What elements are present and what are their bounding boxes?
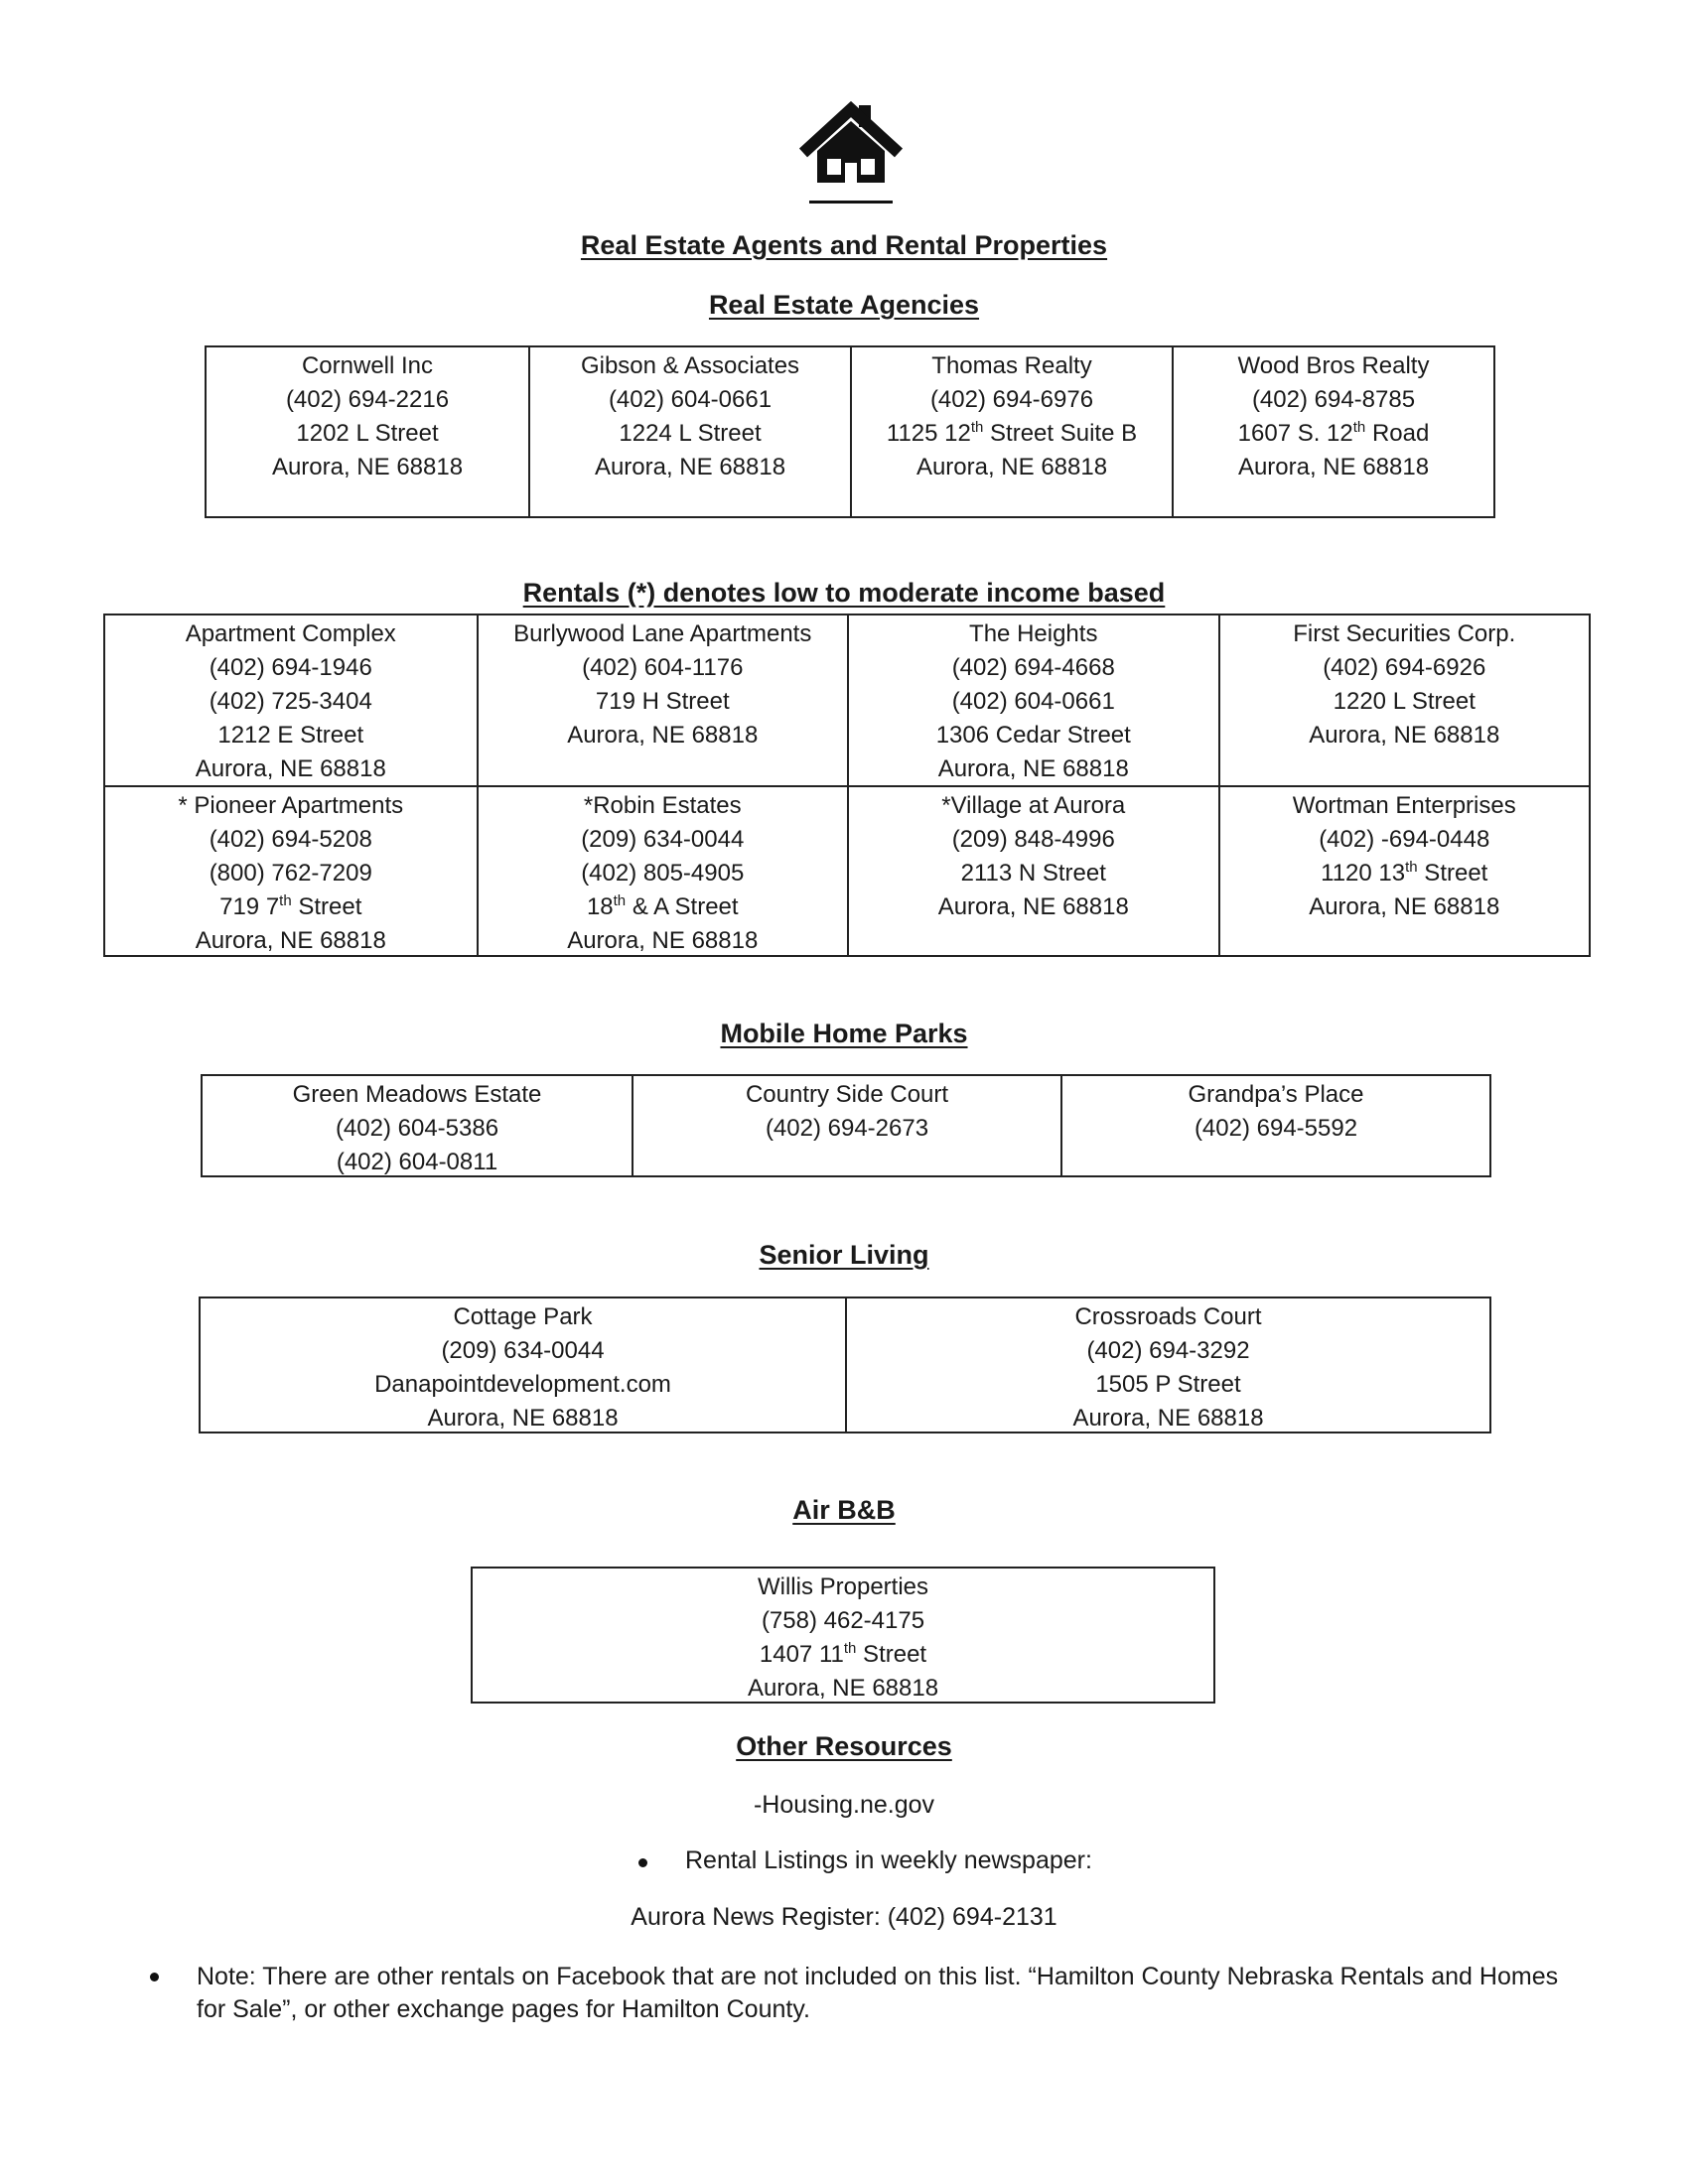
agency-detail: Aurora, NE 68818 [594, 454, 786, 480]
note-line-1: Note: There are other rentals on Facebook that are not included on this list. “Hamilton County Nebraska Rentals and Homes [197, 1963, 1559, 1990]
air-bnb-heading: Air B&B [792, 1495, 896, 1525]
rental-detail: Aurora, NE 68818 [937, 893, 1129, 920]
rental-card [477, 785, 848, 955]
air-bnb-name: Willis Properties [757, 1573, 929, 1600]
agency-phone[interactable]: (402) 694-8785 [1251, 386, 1416, 413]
rental-name: The Heights [969, 620, 1098, 647]
agency-detail: 1202 L Street [296, 420, 439, 447]
rental-name: *Village at Aurora [941, 792, 1126, 819]
agency-detail: 1224 L Street [619, 420, 762, 447]
senior-living-website[interactable]: Danapointdevelopment.com [374, 1371, 671, 1398]
rental-card [847, 615, 1218, 785]
rental-name: Burlywood Lane Apartments [513, 620, 812, 647]
mobile-home-park-phone[interactable]: (402) 694-2673 [765, 1115, 929, 1142]
senior-living-phone[interactable]: (402) 694-3292 [1086, 1337, 1250, 1364]
senior-living-detail: Aurora, NE 68818 [1072, 1405, 1264, 1432]
mobile-home-park-name: Green Meadows Estate [292, 1081, 542, 1108]
bullet-icon [638, 1858, 647, 1867]
agency-card [528, 347, 850, 516]
mobile-home-park-card [1060, 1076, 1489, 1175]
mobile-home-parks-table [201, 1074, 1491, 1177]
mobile-home-park-phone[interactable]: (402) 604-5386 [335, 1115, 499, 1142]
rental-phone[interactable]: (209) 848-4996 [951, 826, 1115, 853]
rental-detail: Aurora, NE 68818 [567, 927, 759, 954]
agency-detail: 1607 S. 12th Road [1237, 419, 1430, 447]
page-title: Real Estate Agents and Rental Properties [580, 230, 1108, 260]
rental-name: Apartment Complex [185, 620, 396, 647]
rental-card [1218, 785, 1590, 955]
rental-phone[interactable]: (402) -694-0448 [1319, 826, 1490, 853]
newspaper-contact: Aurora News Register: (402) 694-2131 [631, 1903, 1057, 1931]
rental-name: * Pioneer Apartments [178, 792, 404, 819]
rental-phone[interactable]: (402) 694-1946 [209, 654, 372, 681]
rental-phone[interactable]: (402) 604-1176 [582, 654, 744, 681]
rental-phone[interactable]: (402) 694-6926 [1323, 654, 1486, 681]
agencies-heading: Real Estate Agencies [708, 290, 980, 320]
senior-living-detail: Aurora, NE 68818 [427, 1405, 619, 1432]
rental-detail: Aurora, NE 68818 [1309, 722, 1500, 749]
agency-name: Gibson & Associates [580, 352, 800, 379]
note-line-2: for Sale”, or other exchange pages for Hamilton County. [197, 1995, 810, 2023]
rental-phone[interactable]: (402) 694-5208 [209, 826, 372, 853]
air-bnb-card [473, 1569, 1213, 1702]
rental-phone[interactable]: (402) 604-0661 [951, 688, 1115, 715]
agency-phone[interactable]: (402) 604-0661 [608, 386, 773, 413]
mobile-home-park-phone[interactable]: (402) 694-5592 [1194, 1115, 1358, 1142]
other-resources-heading: Other Resources [736, 1731, 952, 1761]
senior-living-detail: 1505 P Street [1095, 1371, 1241, 1398]
rental-card [477, 615, 848, 785]
rental-detail: 1220 L Street [1333, 688, 1476, 715]
agency-detail: Aurora, NE 68818 [1237, 454, 1430, 480]
rentals-heading: Rentals (*) denotes low to moderate income based [522, 578, 1166, 608]
agency-detail: Aurora, NE 68818 [915, 454, 1108, 480]
senior-living-phone[interactable]: (209) 634-0044 [441, 1337, 605, 1364]
mobile-home-park-phone[interactable]: (402) 604-0811 [336, 1149, 498, 1175]
rental-card [1218, 615, 1590, 785]
agencies-table [205, 345, 1495, 518]
rental-card [105, 785, 477, 955]
rental-phone[interactable]: (209) 634-0044 [581, 826, 745, 853]
housing-link[interactable]: -Housing.ne.gov [753, 1791, 935, 1819]
rental-detail: 719 7th Street [219, 892, 362, 920]
agency-detail: 1125 12th Street Suite B [886, 419, 1138, 447]
rental-detail: 2113 N Street [960, 860, 1106, 887]
agency-card [207, 347, 528, 516]
rental-detail: Aurora, NE 68818 [1309, 893, 1500, 920]
mobile-home-park-name: Grandpa’s Place [1188, 1081, 1364, 1108]
rental-detail: 18th & A Street [586, 892, 739, 920]
agency-phone[interactable]: (402) 694-6976 [929, 386, 1094, 413]
agency-phone[interactable]: (402) 694-2216 [285, 386, 450, 413]
agency-name: Thomas Realty [931, 352, 1092, 379]
note-text [197, 1961, 1626, 2026]
rental-detail: Aurora, NE 68818 [195, 927, 386, 954]
house-icon [799, 97, 903, 208]
rental-name: Wortman Enterprises [1292, 792, 1516, 819]
rental-phone[interactable]: (402) 805-4905 [581, 860, 745, 887]
senior-living-name: Cottage Park [453, 1303, 593, 1330]
mobile-home-park-name: Country Side Court [745, 1081, 949, 1108]
rental-detail: 1306 Cedar Street [935, 722, 1131, 749]
rental-detail: Aurora, NE 68818 [937, 755, 1129, 782]
agency-name: Cornwell Inc [301, 352, 434, 379]
senior-living-table [199, 1297, 1491, 1433]
agency-name: Wood Bros Realty [1237, 352, 1430, 379]
mobile-home-park-card [203, 1076, 632, 1175]
senior-living-card [201, 1298, 845, 1432]
senior-living-name: Crossroads Court [1074, 1303, 1262, 1330]
rental-phone[interactable]: (402) 694-4668 [951, 654, 1115, 681]
agency-card [1172, 347, 1493, 516]
rental-detail: 719 H Street [595, 688, 730, 715]
rentals-table [103, 614, 1591, 957]
air-bnb-phone[interactable]: (758) 462-4175 [761, 1607, 925, 1634]
mobile-home-parks-heading: Mobile Home Parks [720, 1019, 968, 1048]
senior-living-heading: Senior Living [759, 1240, 929, 1270]
mobile-home-park-card [632, 1076, 1060, 1175]
agency-card [850, 347, 1172, 516]
agency-detail: Aurora, NE 68818 [271, 454, 464, 480]
bullet-icon [150, 1973, 159, 1981]
rental-name: First Securities Corp. [1293, 620, 1516, 647]
rental-detail: Aurora, NE 68818 [195, 755, 386, 782]
rental-name: *Robin Estates [583, 792, 742, 819]
rental-detail: 1212 E Street [217, 722, 364, 749]
air-bnb-table [471, 1567, 1215, 1704]
air-bnb-detail: Aurora, NE 68818 [747, 1675, 939, 1702]
rental-listings-text: Rental Listings in weekly newspaper: [685, 1846, 1092, 1874]
rental-phone[interactable]: (402) 725-3404 [209, 688, 372, 715]
rental-phone[interactable]: (800) 762-7209 [209, 860, 372, 887]
rental-card [105, 615, 477, 785]
rental-card [847, 785, 1218, 955]
rental-detail: 1120 13th Street [1321, 859, 1488, 887]
rental-detail: Aurora, NE 68818 [567, 722, 759, 749]
senior-living-card [845, 1298, 1489, 1432]
air-bnb-detail: 1407 11th Street [759, 1640, 927, 1668]
